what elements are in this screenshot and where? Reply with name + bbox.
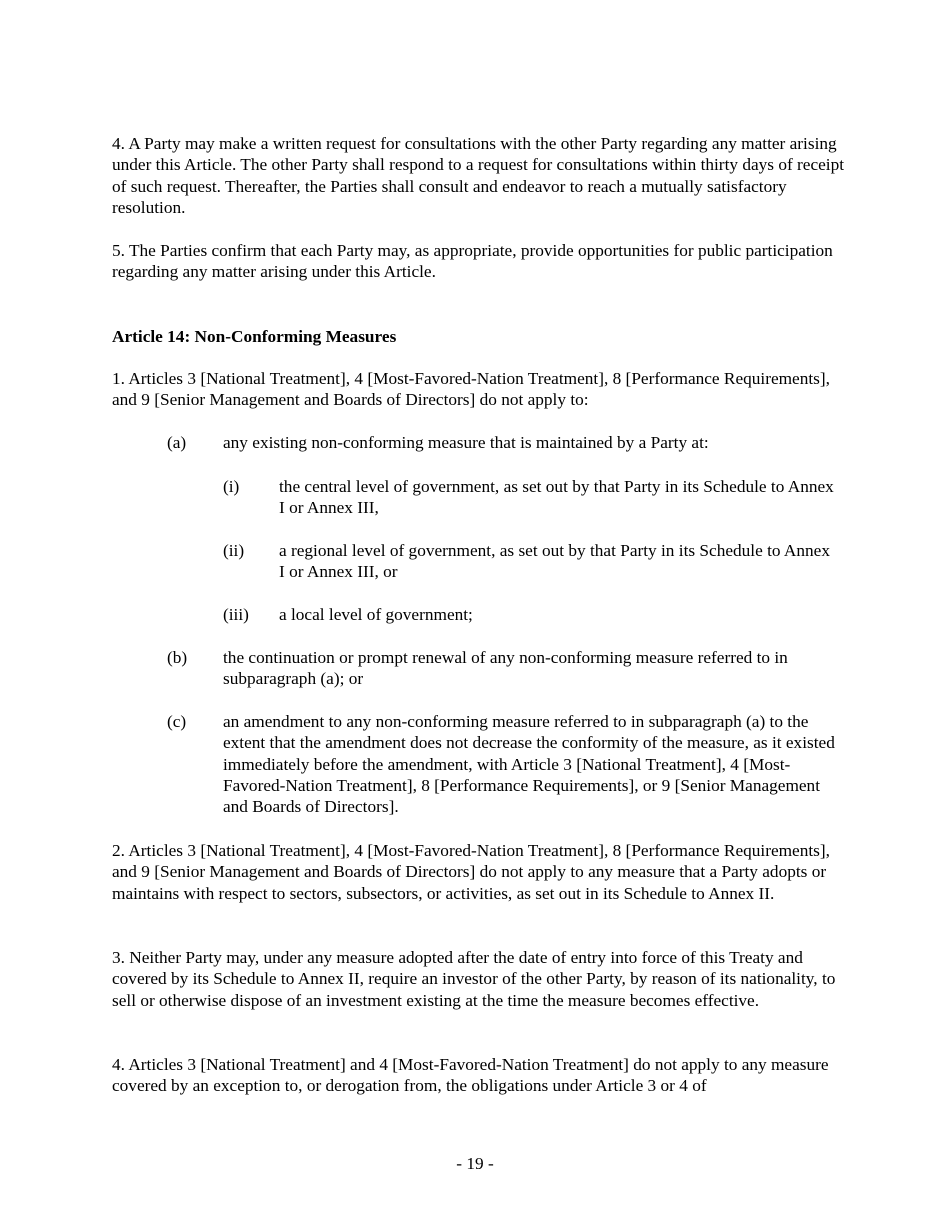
- page-number: - 19 -: [456, 1154, 494, 1173]
- article-14-paragraph-4: 4. Articles 3 [National Treatment] and 4 [Most-Favored-Nation Treatment] do not apply to any measure covered by an exception to, or derogation from, the obligations under Article 3 or 4 of: [112, 1055, 829, 1096]
- item-a-i-text: the central level of government, as set out by that Party in its Schedule to Annex I or Annex III,: [279, 477, 834, 518]
- item-a-text: any existing non-conforming measure that is maintained by a Party at:: [223, 433, 709, 452]
- article-14-heading: Article 14: Non-Conforming Measures: [112, 327, 397, 346]
- item-b-text: the continuation or prompt renewal of any non-conforming measure referred to in subparagraph (a); or: [223, 648, 788, 689]
- item-b-label: (b): [167, 648, 188, 667]
- paragraph-5-public-participation: 5. The Parties confirm that each Party may, as appropriate, provide opportunities for public participation regarding any matter arising under this Article.: [112, 241, 833, 282]
- item-c-text: an amendment to any non-conforming measure referred to in subparagraph (a) to the extent that the amendment does not decrease the conformity of the measure, as it existed immediately before the amendment, with Article 3 [National Treatment], 4 [Most-Favored-Nation Treatment], 8 [Performance Requirements], or 9 [Senior Management and Boards of Directors].: [223, 712, 835, 817]
- item-c-label: (c): [167, 712, 187, 731]
- item-a-iii-label: (iii): [223, 605, 249, 624]
- item-a-label: (a): [167, 433, 187, 452]
- article-14-paragraph-3: 3. Neither Party may, under any measure adopted after the date of entry into force of this Treaty and covered by its Schedule to Annex II, require an investor of the other Party, by reason of its nationality, to sell or otherwise dispose of an investment existing at the time the measure becomes effective.: [112, 948, 836, 1010]
- article-14-paragraph-2: 2. Articles 3 [National Treatment], 4 [Most-Favored-Nation Treatment], 8 [Performance Requirements], and 9 [Senior Management and Boards of Directors] do not apply to any measure that a Party adopts or maintains with respect to sectors, subsectors, or activities, as set out in its Schedule to Annex II.: [112, 841, 830, 903]
- item-a-ii-label: (ii): [223, 541, 245, 560]
- article-14-paragraph-1: 1. Articles 3 [National Treatment], 4 [Most-Favored-Nation Treatment], 8 [Performance Requirements], and 9 [Senior Management and Boards of Directors] do not apply to:: [112, 369, 830, 410]
- item-a-i-label: (i): [223, 477, 240, 496]
- item-a-ii-text: a regional level of government, as set out by that Party in its Schedule to Annex I or Annex III, or: [279, 541, 830, 582]
- paragraph-4-consultations: 4. A Party may make a written request for consultations with the other Party regarding any matter arising under this Article. The other Party shall respond to a request for consultations within thirty days of receipt of such request. Thereafter, the Parties shall consult and endeavor to reach a mutually satisfactory resolution.: [112, 134, 845, 217]
- item-a-iii-text: a local level of government;: [279, 605, 473, 624]
